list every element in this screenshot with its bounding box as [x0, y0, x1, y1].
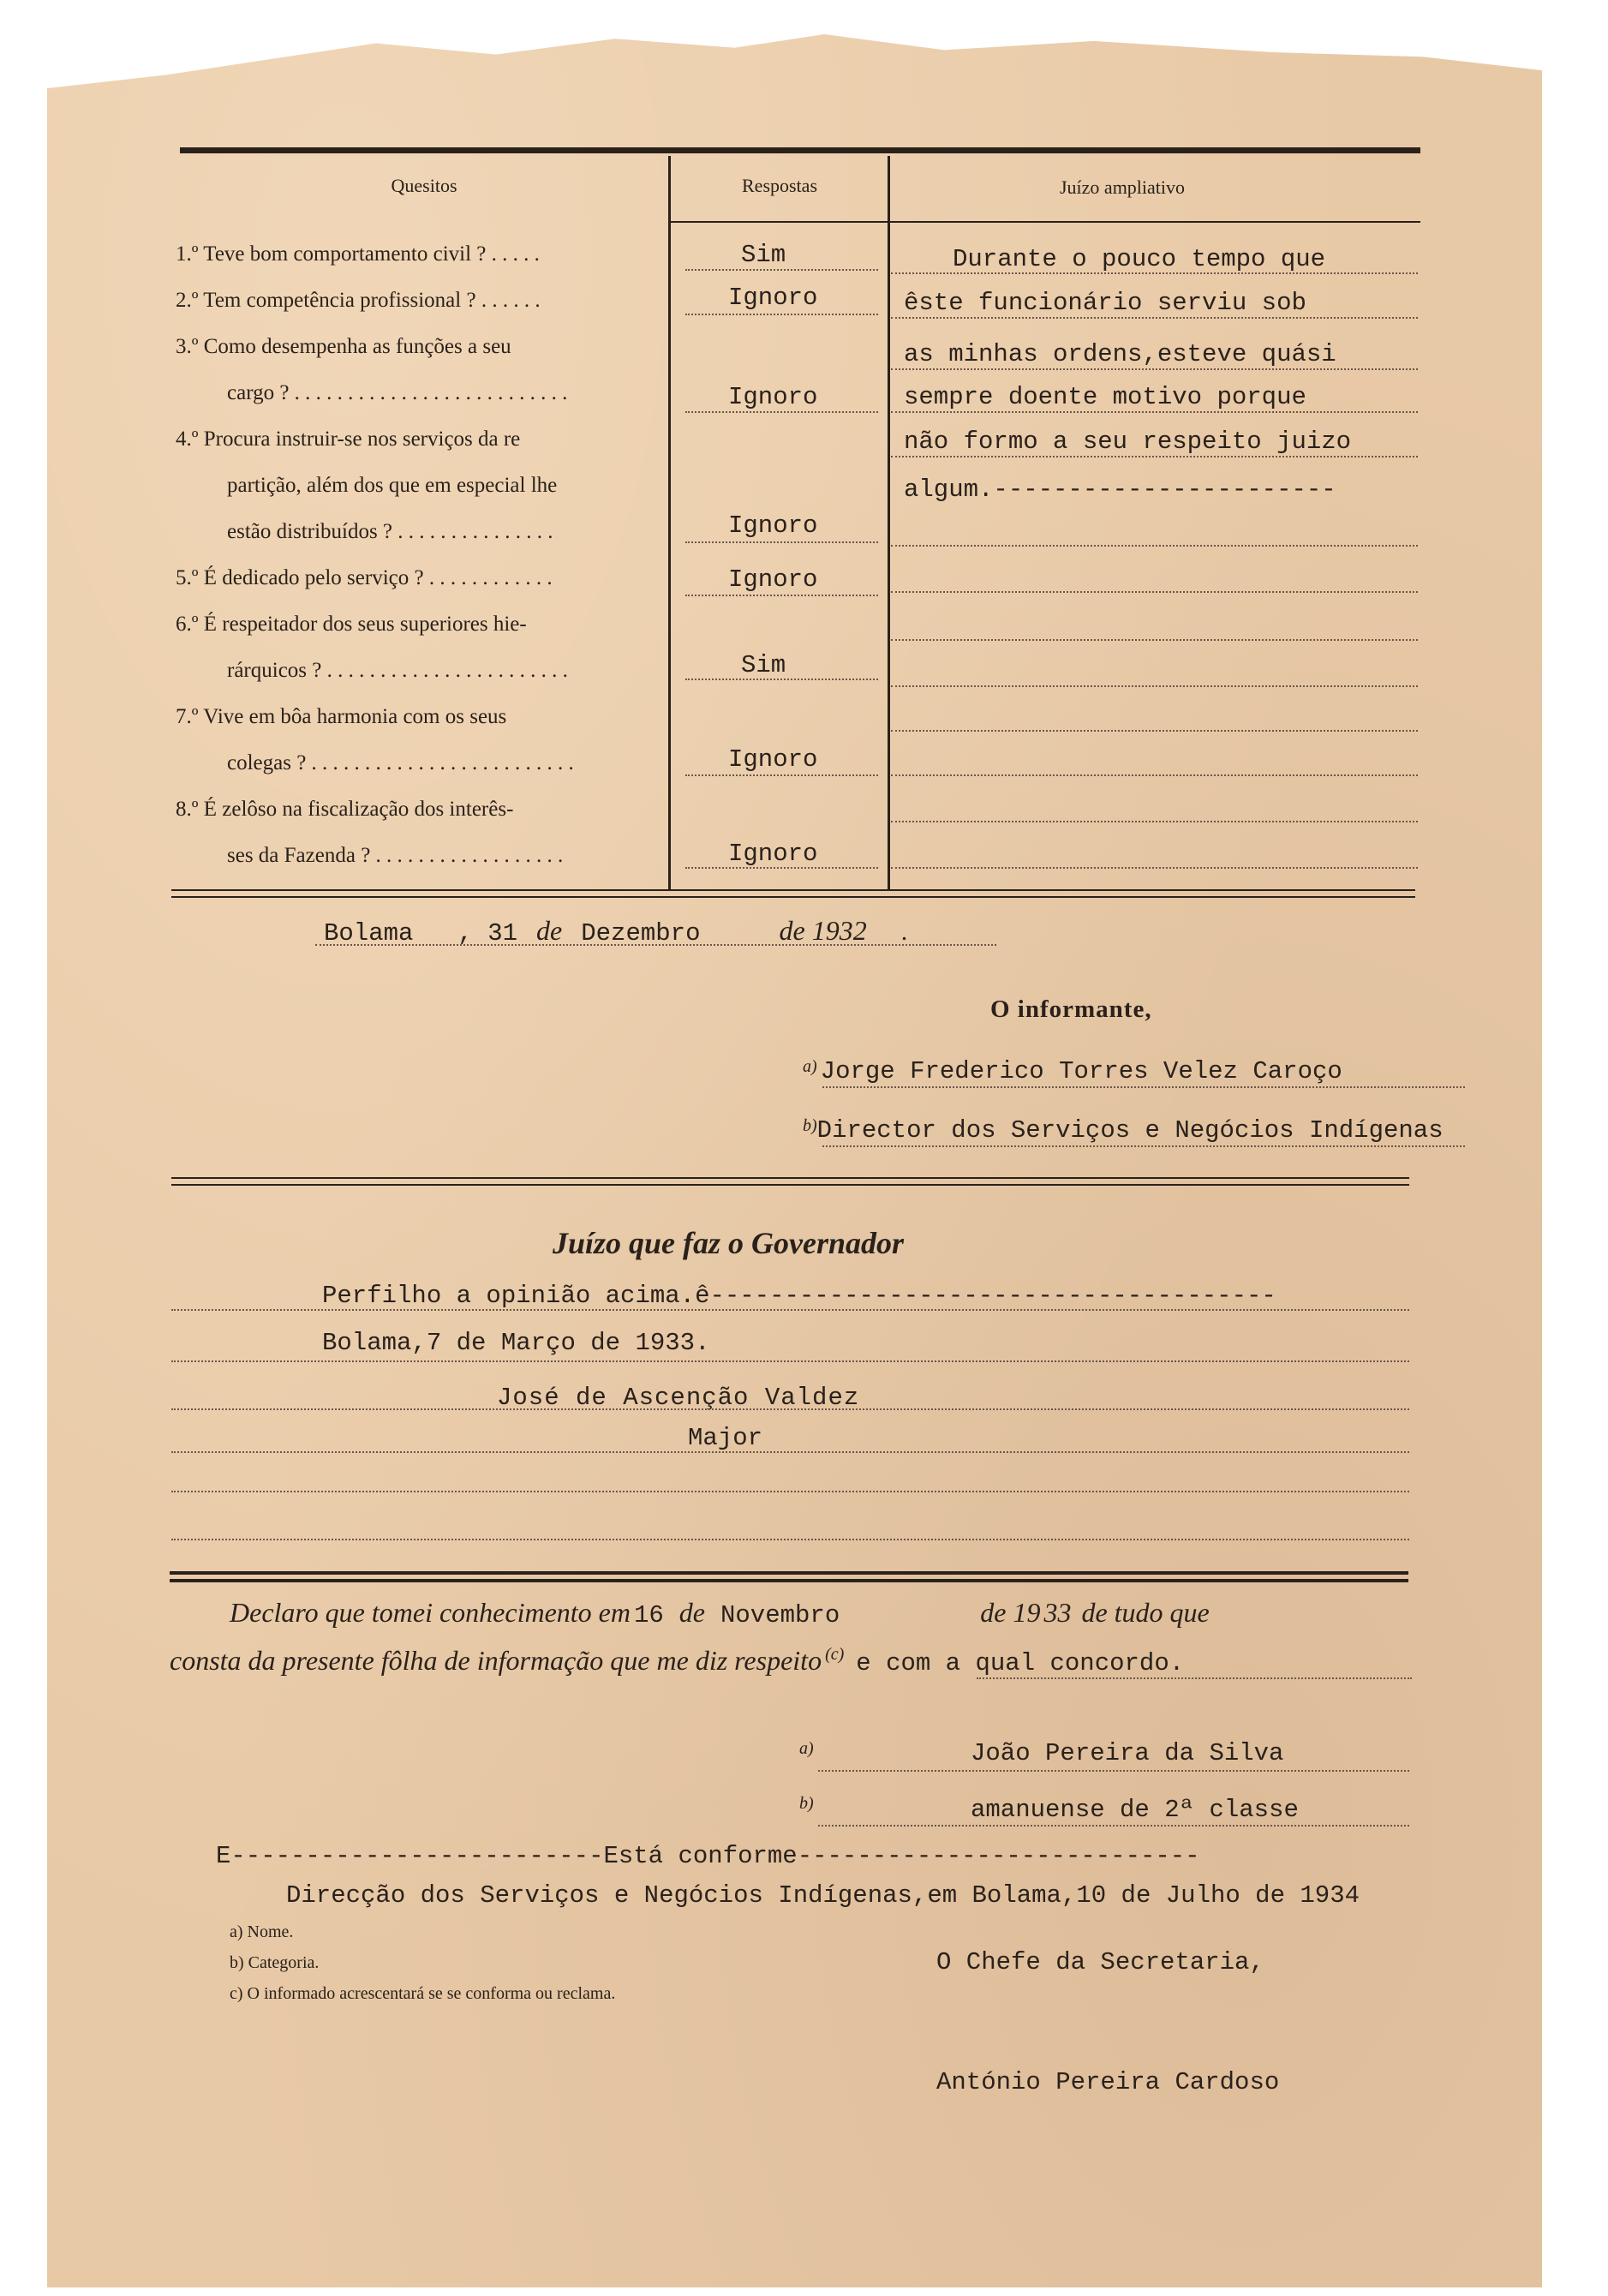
- juizo-line-rule: [891, 639, 1418, 641]
- chefe-title: O Chefe da Secretaria,: [936, 1948, 1264, 1976]
- juizo-line-rule: [891, 368, 1418, 370]
- governador-rule: [171, 1408, 1409, 1410]
- marker-a: a): [803, 1057, 817, 1076]
- declaration-text-2: de tudo que: [1081, 1597, 1210, 1628]
- declaration-line-1: [230, 1597, 1210, 1629]
- conforme-place-date: Direcção dos Serviços e Negócios Indígenas,em Bolama,10 de Julho de 1934: [286, 1881, 1360, 1910]
- date-place: Bolama: [324, 919, 414, 948]
- answer-4: Ignoro: [728, 511, 818, 540]
- header-quesitos: Quesitos: [391, 175, 457, 196]
- question-2: 2.º Tem competência profissional ? . . . . . .: [176, 289, 541, 312]
- informante-category-rule: [822, 1145, 1465, 1147]
- juizo-line-rule: [891, 545, 1418, 547]
- declaration-typed: e com a qual concordo.: [856, 1649, 1185, 1677]
- juizo-line: êste funcionário serviu sob: [904, 289, 1306, 317]
- juizo-line-rule: [891, 272, 1418, 274]
- answer-line: [685, 679, 878, 680]
- question-4: 4.º Procura instruir-se nos serviços da re partição, além dos que em especial lhe estão distribuídos ? . . . . . . . . . . . . . . .: [176, 428, 558, 543]
- header-respostas: Respostas: [742, 175, 817, 196]
- date-year-digit: 2: [852, 915, 867, 946]
- declaration-de: de: [678, 1597, 705, 1628]
- juizo-line-rule: [891, 821, 1418, 822]
- declaration-year: 33: [1043, 1597, 1072, 1628]
- question-7: 7.º Vive em bôa harmonia com os seus colegas ? . . . . . . . . . . . . . . . . . . . . . . . . .: [176, 705, 574, 774]
- informante-title: O informante,: [990, 996, 1152, 1023]
- declaration-text-3: consta da presente fôlha de informação que me diz respeito: [170, 1645, 822, 1676]
- answer-3: Ignoro: [728, 383, 818, 411]
- section-rule-2: [171, 1184, 1409, 1186]
- declaration-month: Novembro: [720, 1601, 840, 1629]
- declaration-rule: [977, 1677, 1412, 1679]
- governador-title: Juízo que faz o Governador: [553, 1226, 905, 1260]
- answer-line: [685, 867, 878, 869]
- answer-1: Sim: [741, 241, 786, 269]
- marker-c: (c): [825, 1645, 845, 1664]
- header-bottom-rule: [670, 221, 1420, 223]
- governador-opinion: Perfilho a opinião acima.ê--------------------------------------: [322, 1282, 1276, 1310]
- answer-7: Ignoro: [728, 745, 818, 774]
- informante-name-line: [803, 1057, 1342, 1085]
- declaration-category: amanuense de 2ª classe: [971, 1796, 1299, 1824]
- answer-line: [685, 411, 878, 413]
- date-line: [324, 915, 907, 948]
- date-month: Dezembro: [581, 919, 701, 948]
- declaration-line-2: [170, 1645, 1184, 1677]
- governador-rule: [171, 1309, 1409, 1311]
- footnote-a: a) Nome.: [230, 1922, 294, 1941]
- section-rule: [171, 1177, 1409, 1179]
- answer-8: Ignoro: [728, 840, 818, 868]
- date-de: de: [536, 915, 563, 946]
- governador-name: José de Ascenção Valdez: [497, 1384, 860, 1412]
- date-end: .: [900, 918, 908, 946]
- thick-rule: [170, 1571, 1408, 1575]
- governador-rank: Major: [688, 1424, 763, 1452]
- informante-category: Director dos Serviços e Negócios Indígenas: [816, 1116, 1444, 1145]
- answer-line: [685, 774, 878, 776]
- juizo-line: Durante o pouco tempo que: [953, 245, 1326, 273]
- declaration-day: 16: [633, 1601, 664, 1629]
- conforme-line: E-------------------------Está conforme---------------------------: [216, 1842, 1200, 1870]
- declaration-name-rule: [818, 1770, 1409, 1772]
- declaration-de-year: de 19: [980, 1597, 1041, 1628]
- informante-category-line: [803, 1116, 1444, 1145]
- date-day: , 31: [457, 919, 518, 948]
- date-rule: [315, 944, 996, 946]
- governador-rule: [171, 1360, 1409, 1362]
- juizo-line: não formo a seu respeito juizo: [904, 428, 1352, 456]
- answer-line: [685, 541, 878, 543]
- juizo-line-rule: [891, 685, 1418, 687]
- question-5: 5.º É dedicado pelo serviço ? . . . . . . . . . . . .: [176, 566, 553, 589]
- thick-rule-2: [170, 1579, 1408, 1582]
- declaration-text-1: Declaro que tomei conhecimento em: [230, 1597, 631, 1628]
- question-1: 1.º Teve bom comportamento civil ? . . . . .: [176, 242, 540, 266]
- table-bottom-rule-2: [171, 896, 1415, 898]
- juizo-line-rule: [891, 867, 1418, 869]
- juizo-line: as minhas ordens,esteve quási: [904, 340, 1336, 368]
- governador-rule: [171, 1539, 1409, 1540]
- declaration-marker-b: b): [799, 1794, 814, 1813]
- governador-rule: [171, 1451, 1409, 1453]
- juizo-line: sempre doente motivo porque: [904, 383, 1306, 411]
- answer-6: Sim: [741, 651, 786, 679]
- declaration-name: João Pereira da Silva: [971, 1739, 1284, 1767]
- column-rule-1: [668, 156, 671, 889]
- juizo-line-rule: [891, 456, 1418, 457]
- footnote-b: b) Categoria.: [230, 1953, 320, 1972]
- informante-name-rule: [822, 1086, 1465, 1088]
- juizo-line: algum.-----------------------: [904, 475, 1336, 504]
- table-bottom-rule: [171, 889, 1415, 891]
- juizo-line-rule: [891, 774, 1418, 776]
- juizo-line-rule: [891, 730, 1418, 732]
- declaration-marker-a: a): [799, 1739, 814, 1758]
- question-6: 6.º É respeitador dos seus superiores hie- rárquicos ? . . . . . . . . . . . . . . . . . . . . . . .: [176, 613, 568, 682]
- answer-line: [685, 269, 878, 271]
- declaration-category-rule: [818, 1825, 1409, 1827]
- date-de-year: de 193: [779, 915, 853, 946]
- juizo-line-rule: [891, 317, 1418, 319]
- header-juizo: Juízo ampliativo: [1059, 176, 1186, 198]
- answer-line: [685, 314, 878, 315]
- governador-rule: [171, 1491, 1409, 1492]
- informante-name: Jorge Frederico Torres Velez Caroço: [820, 1057, 1342, 1085]
- footnote-c: c) O informado acrescentará se se conforma ou reclama.: [230, 1984, 616, 2003]
- column-rule-2: [888, 156, 890, 889]
- answer-5: Ignoro: [728, 565, 818, 594]
- chefe-signature: António Pereira Cardoso: [936, 2068, 1280, 2096]
- juizo-line-rule: [891, 411, 1418, 413]
- table-top-rule: [180, 147, 1420, 153]
- question-8: 8.º É zelôso na fiscalização dos interês- ses da Fazenda ? . . . . . . . . . . . . . . . . . .: [176, 798, 564, 867]
- governador-date: Bolama,7 de Março de 1933.: [322, 1329, 710, 1357]
- answer-2: Ignoro: [728, 284, 818, 312]
- marker-b: b): [803, 1116, 817, 1135]
- question-3: 3.º Como desempenha as funções a seu cargo ? . . . . . . . . . . . . . . . . . . . . . . . . . .: [176, 335, 568, 404]
- answer-line: [685, 595, 878, 596]
- juizo-line-rule: [891, 591, 1418, 593]
